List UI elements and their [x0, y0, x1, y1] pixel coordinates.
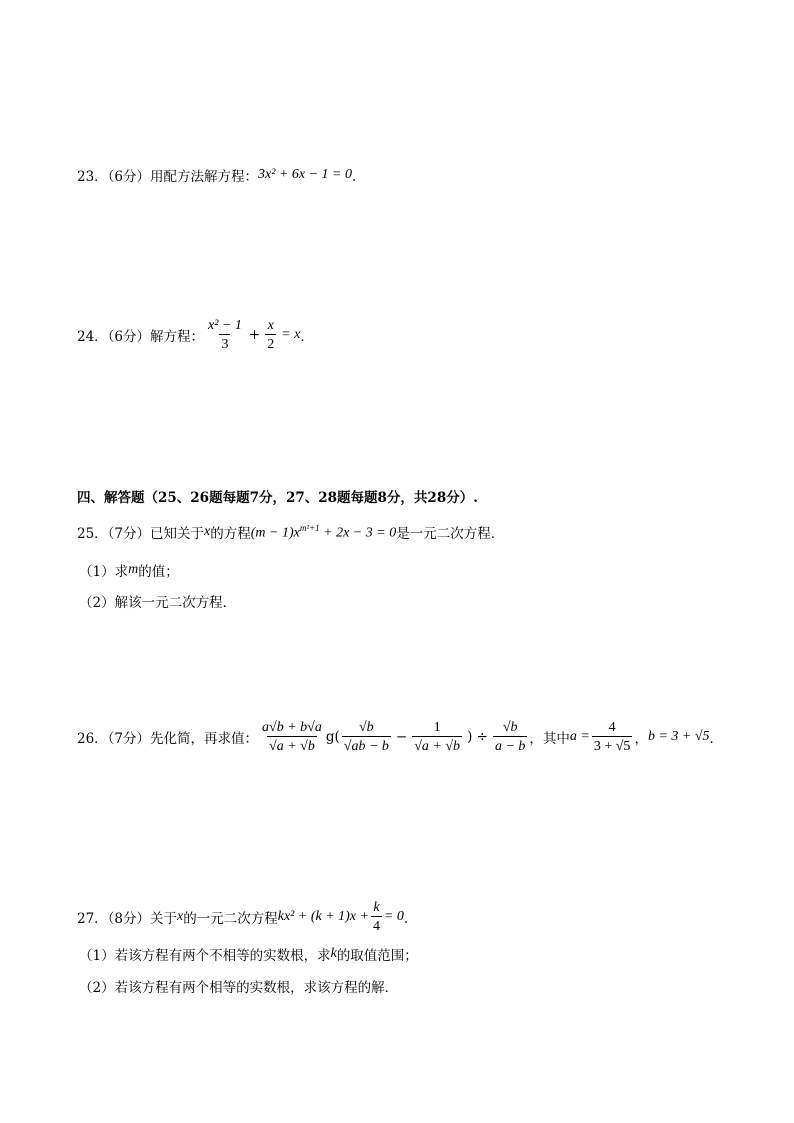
question-25-equation — [251, 523, 396, 542]
question-26 — [77, 720, 723, 755]
question-27-var: x — [177, 909, 184, 925]
question-27-mid: 的一元二次方程 — [183, 911, 278, 928]
question-27 — [77, 900, 417, 935]
plus-sign: + — [248, 327, 261, 344]
question-24-fraction-1 — [206, 318, 244, 353]
fraction-denominator: √a + √b — [412, 736, 462, 754]
fraction-numerator: x — [267, 318, 274, 333]
fraction-numerator: k — [373, 900, 380, 915]
question-23-end: ． — [352, 169, 366, 185]
question-23-equation: 3x² + 6x − 1 = 0 — [258, 167, 352, 182]
question-25-label: 25．（7分）已知关于 — [77, 526, 205, 542]
equation-rest: + 2x − 3 = 0 — [323, 525, 397, 541]
comma: ， — [634, 731, 648, 748]
operator-g: g( — [325, 729, 340, 746]
part-1-post: 的值； — [138, 564, 179, 580]
question-25-part-2: （2）解该一元二次方程． — [79, 595, 237, 611]
question-26-end: ． — [709, 731, 724, 748]
question-26-fraction-2 — [342, 720, 391, 755]
fraction-numerator: 1 — [433, 720, 441, 735]
question-27-part-2: （2）若该方程有两个相等的实数根，求该方程的解． — [79, 980, 399, 996]
part-1-var: m — [128, 562, 139, 577]
minus-sign: − — [395, 729, 408, 746]
part-1-post: 的取值范围； — [336, 948, 418, 964]
fraction-denominator: √a + √b — [267, 736, 317, 754]
question-25-part-1 — [79, 560, 179, 580]
question-27-end: ． — [403, 911, 418, 928]
question-26-where: ，其中 — [529, 731, 570, 748]
part-1-pre: （1）若该方程有两个不相等的实数根，求 — [79, 948, 331, 964]
equation-exponent: m²+1 — [299, 522, 320, 533]
question-26-fraction-3 — [412, 720, 462, 755]
question-25-tail: 是一元二次方程． — [396, 526, 505, 542]
fraction-numerator: √b — [359, 720, 374, 735]
fraction-denominator: a − b — [493, 736, 527, 754]
fraction-numerator: √b — [502, 720, 518, 735]
fraction-denominator: 4 — [371, 916, 382, 934]
fraction-numerator: 4 — [608, 720, 616, 735]
fraction-denominator: 2 — [265, 334, 276, 352]
question-25 — [77, 522, 504, 542]
equation-base: (m − 1)x — [250, 525, 300, 541]
question-27-equation-end: = 0 — [383, 909, 404, 925]
question-24-rhs: = x — [281, 327, 301, 343]
question-26-label: 26．（7分）先化简，再求值： — [77, 731, 259, 748]
question-25-mid: 的方程 — [210, 526, 251, 542]
part-1-pre: （1）求 — [79, 564, 129, 580]
question-27-label: 27．（8分）关于 — [77, 911, 178, 928]
fraction-numerator: a√b + b√a — [262, 720, 322, 735]
section-4-heading: 四、解答题（25、26题每题7分，27、28题每题8分，共28分）. — [77, 490, 478, 506]
a-value-fraction — [592, 720, 633, 755]
question-23 — [77, 165, 366, 185]
question-25-var: x — [204, 524, 211, 539]
question-26-fraction-4 — [493, 720, 527, 755]
question-27-fraction — [371, 900, 382, 935]
fraction-denominator: 3 — [219, 334, 230, 352]
fraction-denominator: 3 + √5 — [592, 736, 633, 754]
question-24-label: 24．（6分）解方程： — [77, 329, 205, 346]
fraction-numerator: x² − 1 — [208, 318, 242, 333]
question-24-end: ． — [300, 329, 314, 346]
a-lhs: a = — [569, 729, 590, 745]
part-1-var: k — [330, 946, 337, 961]
question-24-fraction-2 — [265, 318, 276, 353]
question-27-equation: kx² + (k + 1)x + — [277, 909, 369, 925]
question-26-fraction-1 — [260, 720, 324, 755]
question-24 — [77, 318, 314, 353]
fraction-denominator: √ab − b — [342, 736, 391, 754]
question-27-part-1 — [79, 944, 418, 964]
divide-operator: ) ÷ — [467, 729, 488, 746]
b-value: b = 3 + √5 — [647, 729, 710, 745]
question-23-label: 23．（6分）用配方法解方程： — [77, 169, 259, 185]
